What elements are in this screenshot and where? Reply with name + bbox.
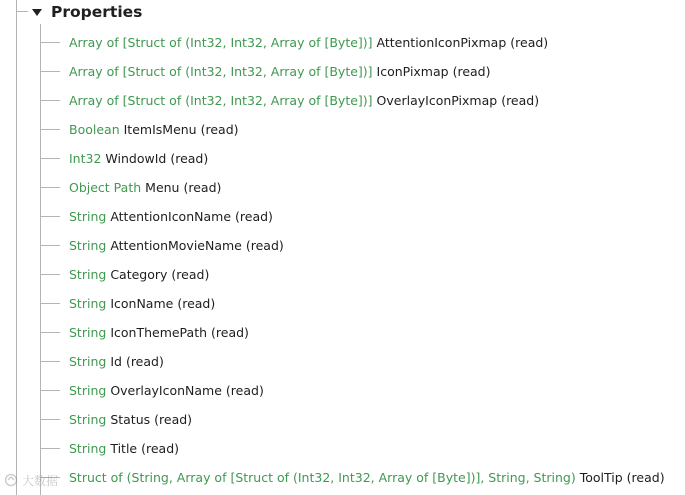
tree-branch-line [40, 361, 60, 362]
property-name: Category [110, 267, 168, 282]
property-name: Status [110, 412, 151, 427]
property-access: (read) [125, 354, 164, 369]
property-row[interactable] [40, 202, 273, 231]
property-name: AttentionMovieName [110, 238, 242, 253]
tree-branch-line [40, 129, 60, 130]
property-name: IconThemePath [110, 325, 208, 340]
property-access: (read) [211, 325, 249, 340]
property-type: Struct of (String, Array of [Struct of (Int32, Int32, Array of [Byte])], String, String) [69, 470, 576, 485]
tree-branch-line [40, 158, 60, 159]
property-name: IconName [110, 296, 174, 311]
property-row[interactable] [40, 405, 192, 434]
tree-branch-line [40, 245, 60, 246]
expand-arrow-icon[interactable] [30, 5, 44, 19]
property-type: String [69, 325, 107, 340]
property-access: (read) [170, 151, 209, 166]
tree-branch-line [40, 100, 60, 101]
property-row[interactable] [40, 376, 264, 405]
property-type: String [69, 441, 107, 456]
property-row[interactable] [40, 57, 491, 86]
property-row[interactable] [40, 86, 539, 115]
property-row[interactable] [40, 347, 164, 376]
property-name: AttentionIconName [110, 209, 232, 224]
property-name: Title [110, 441, 138, 456]
property-row[interactable] [40, 289, 215, 318]
property-access: (read) [183, 180, 222, 195]
property-access: (read) [235, 209, 273, 224]
property-row[interactable] [40, 463, 665, 492]
property-row[interactable] [40, 28, 548, 57]
tree-branch-line [40, 216, 60, 217]
tree-outer-line [16, 0, 17, 495]
watermark [4, 470, 58, 490]
property-access: (read) [626, 470, 665, 485]
watermark-text: 大数据 [22, 473, 59, 488]
property-row[interactable] [40, 115, 239, 144]
property-access: (read) [171, 267, 210, 282]
property-type: String [69, 412, 107, 427]
property-type: String [69, 383, 107, 398]
property-type: String [69, 267, 107, 282]
property-name: Menu [145, 180, 180, 195]
property-name: IconPixmap [376, 64, 449, 79]
property-access: (read) [245, 238, 284, 253]
property-name: OverlayIconName [110, 383, 222, 398]
tree-branch-line [40, 274, 60, 275]
property-access: (read) [200, 122, 239, 137]
property-name: WindowId [105, 151, 167, 166]
watermark-logo-icon [4, 473, 18, 487]
properties-node-header[interactable] [30, 0, 142, 24]
tree-branch-line [40, 448, 60, 449]
property-access: (read) [154, 412, 193, 427]
property-access: (read) [141, 441, 180, 456]
property-access: (read) [510, 35, 549, 50]
property-type: Int32 [69, 151, 102, 166]
tree-branch-line [40, 42, 60, 43]
property-type: String [69, 209, 107, 224]
property-type: Boolean [69, 122, 120, 137]
property-name: AttentionIconPixmap [376, 35, 507, 50]
tree-branch-line [40, 390, 60, 391]
tree-branch-line [40, 332, 60, 333]
property-type: String [69, 296, 107, 311]
property-row[interactable] [40, 318, 249, 347]
property-access: (read) [177, 296, 216, 311]
property-row[interactable] [40, 144, 208, 173]
property-type: Array of [Struct of (Int32, Int32, Array of [Byte])] [69, 93, 373, 108]
property-type: Array of [Struct of (Int32, Int32, Array of [Byte])] [69, 35, 373, 50]
property-name: ToolTip [579, 470, 623, 485]
property-name: OverlayIconPixmap [376, 93, 498, 108]
property-access: (read) [225, 383, 264, 398]
property-type: String [69, 354, 107, 369]
tree-outer-branch [16, 11, 28, 12]
property-access: (read) [452, 64, 491, 79]
tree-branch-line [40, 71, 60, 72]
property-row[interactable] [40, 260, 209, 289]
properties-title: Properties [51, 3, 143, 21]
property-name: ItemIsMenu [123, 122, 197, 137]
property-row[interactable] [40, 231, 284, 260]
property-row[interactable] [40, 173, 221, 202]
property-row[interactable] [40, 434, 179, 463]
property-name: Id [110, 354, 122, 369]
property-access: (read) [501, 93, 540, 108]
property-type: String [69, 238, 107, 253]
property-type: Object Path [69, 180, 142, 195]
tree-branch-line [40, 187, 60, 188]
tree-branch-line [40, 419, 60, 420]
tree-branch-line [40, 303, 60, 304]
property-type: Array of [Struct of (Int32, Int32, Array of [Byte])] [69, 64, 373, 79]
